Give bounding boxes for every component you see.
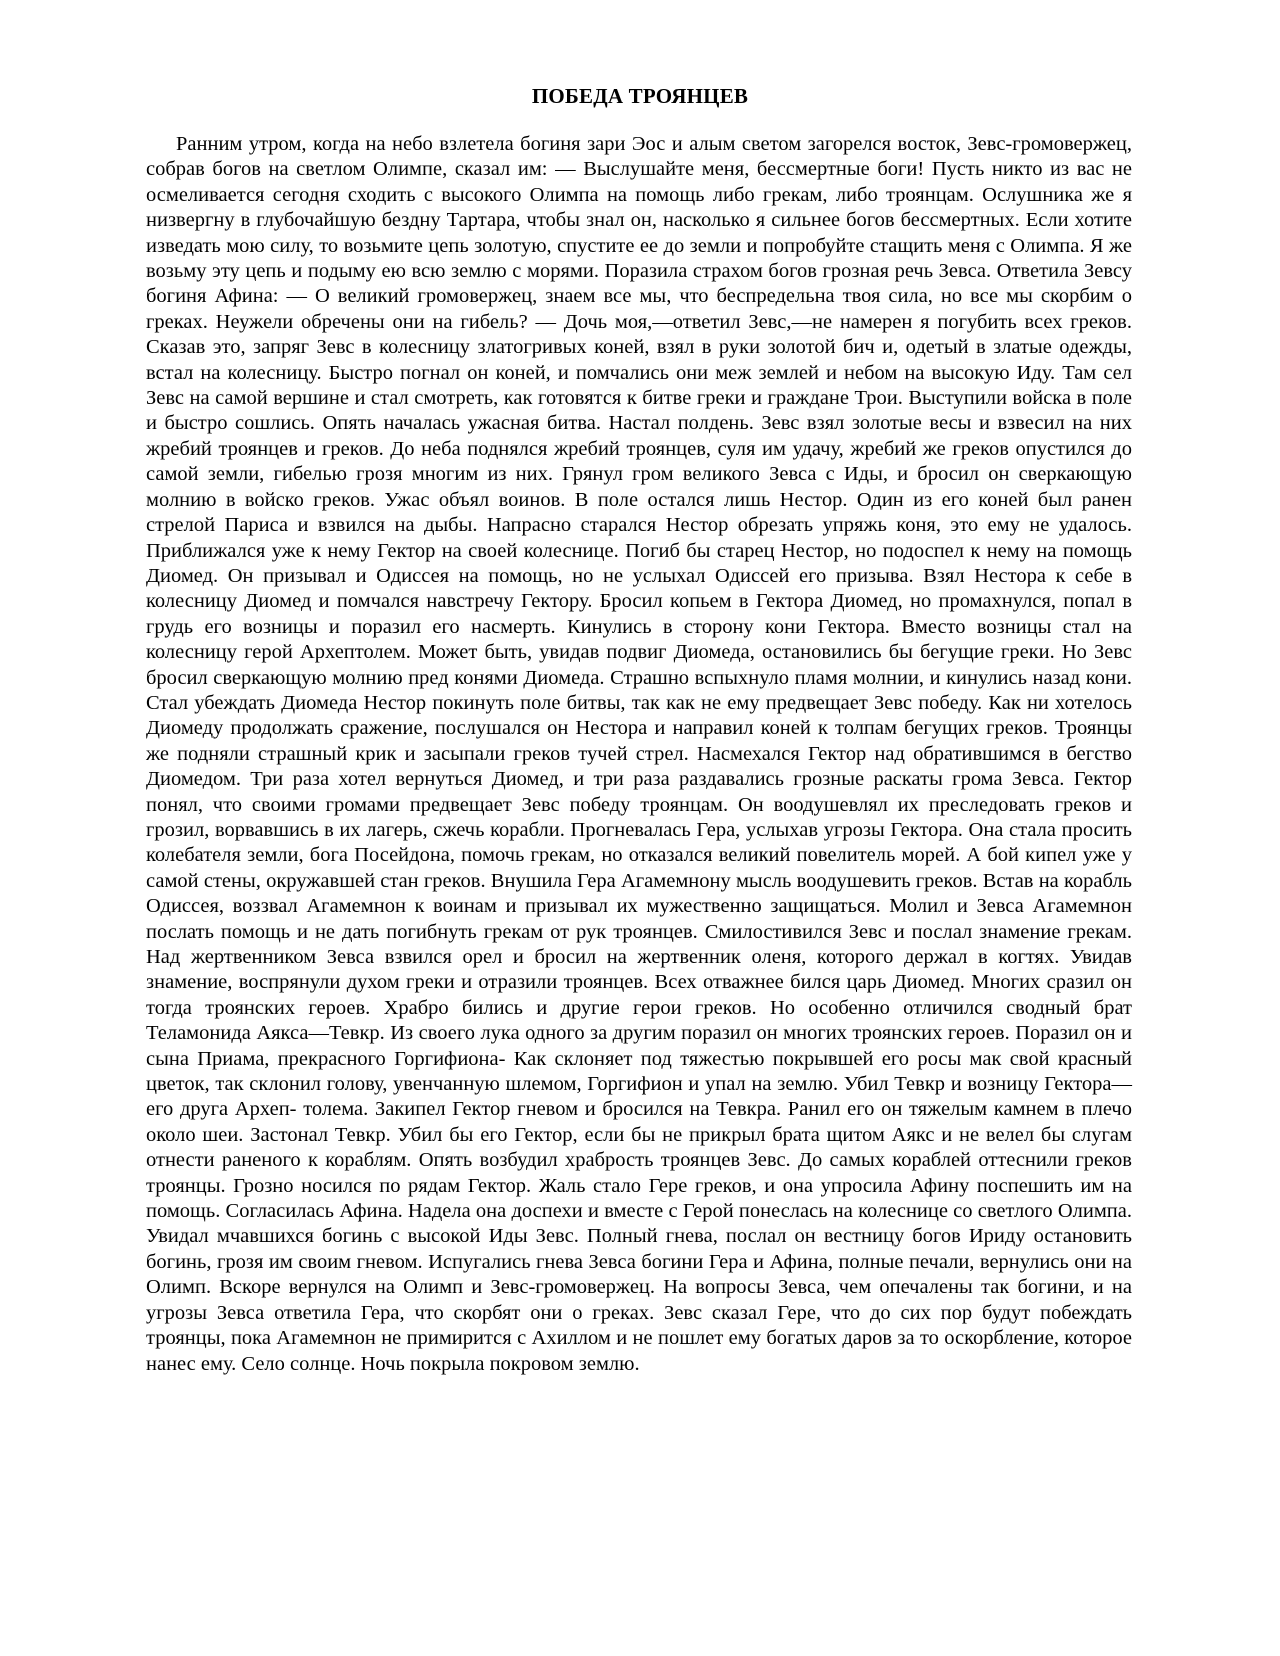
document-body-paragraph: Ранним утром, когда на небо взлетела богиня зари Эос и алым светом загорелся восток, Зевс-громовержец, собрав богов на светлом Олимпе, сказал им: — Выслушайте меня, бессмертные боги! Пусть никто из вас не осмеливается сегодня сходить с высокого Олимпа на помощь либо грекам, либо троянцам. Ослушника же я низвергну в глубочайшую бездну Тартара, чтобы знал он, насколько я сильнее богов бессмертных. Если хотите изведать мою силу, то возьмите цепь золотую, спустите ее до земли и попробуйте стащить меня с Олимпа. Я же возьму эту цепь и подыму ею всю землю с морями. Поразила страхом богов грозная речь Зевса. Ответила Зевсу богиня Афина: — О великий громовержец, знаем все мы, что беспредельна твоя сила, но все мы скорбим о греках. Неужели обречены они на гибель? — Дочь моя,—ответил Зевс,—не намерен я погубить всех греков. Сказав это, запряг Зевс в колесницу златогривых коней, взял в руки золотой бич и, одетый в златые одежды, встал на колесницу. Быстро погнал он коней, и помчались они меж землей и небом на высокую Иду. Там сел Зевс на самой вершине и стал смотреть, как готовятся к битве греки и граждане Трои. Выступили войска в поле и быстро сошлись. Опять началась ужасная битва. Настал полдень. Зевс взял золотые весы и взвесил на них жребий троянцев и греков. До неба поднялся жребий троянцев, суля им удачу, жребий же греков опустился до самой земли, гибелью грозя многим из них. Грянул гром великого Зевса с Иды, и бросил он сверкающую молнию в войско греков. Ужас объял воинов. В поле остался лишь Нестор. Один из его коней был ранен стрелой Париса и взвился на дыбы. Напрасно старался Нестор обрезать упряжь коня, это ему не удалось. Приближался уже к нему Гектор на своей колеснице. Погиб бы старец Нестор, но подоспел к нему на помощь Диомед. Он призывал и Одиссея на помощь, но не услыхал Одиссей его призыва. Взял Нестора к себе в колесницу Диомед и помчался навстречу Гектору. Бросил копьем в Гектора Диомед, но промахнулся, попал в грудь его возницы и поразил его насмерть. Кинулись в сторону кони Гектора. Вместо возницы стал на колесницу герой Архептолем. Может быть, увидав подвиг Диомеда, остановились бы бегущие греки. Но Зевс бросил сверкающую молнию пред конями Диомеда. Страшно вспыхнуло пламя молнии, и кинулись назад кони. Стал убеждать Диомеда Нестор покинуть поле битвы, так как не ему предвещает Зевс победу. Как ни хотелось Диомеду продолжать сражение, послушался он Нестора и направил коней к толпам бегущих греков. Троянцы же подняли страшный крик и засыпали греков тучей стрел. Насмехался Гектор над обратившимся в бегство Диомедом. Три раза хотел вернуться Диомед, и три раза раздавались грозные раскаты грома Зевса. Гектор понял, что своими громами предвещает Зевс победу троянцам. Он воодушевлял их преследовать греков и грозил, ворвавшись в их лагерь, сжечь корабли. Прогневалась Гера, услыхав угрозы Гектора. Она стала просить колебателя земли, бога Посейдона, помочь грекам, но отказался великий повелитель морей. А бой кипел уже у самой стены, окружавшей стан греков. Внушила Гера Агамемнону мысль воодушевить греков. Встав на корабль Одиссея, воззвал Агамемнон к воинам и призывал их мужественно защищаться. Молил и Зевса Агамемнон послать помощь и не дать погибнуть грекам от рук троянцев. Смилостивился Зевс и послал знамение грекам. Над жертвенником Зевса взвился орел и бросил на жертвенник оленя, которого держал в когтях. Увидав знамение, воспрянули духом греки и отразили троянцев. Всех отважнее бился царь Диомед. Многих сразил он тогда троянских героев. Храбро бились и другие герои греков. Но особенно отличился сводный брат Теламонида Аякса—Тевкр. Из своего лука одного за другим поразил он многих троянских героев. Поразил он и сына Приама, прекрасного Горгифиона- Как склоняет под тяжестью покрывшей его росы мак свой красный цветок, так склонил голову, увенчанную шлемом, Горгифион и упал на землю. Убил Тевкр и возницу Гектора—его друга Археп- толема. Закипел Гектор гневом и бросился на Тевкра. Ранил его он тяжелым камнем в плечо около шеи. Застонал Тевкр. Убил бы его Гектор, если бы не прикрыл брата щитом Аякс и не велел бы слугам отнести раненого к кораблям. Опять возбудил храбрость троянцев Зевс. До самых кораблей оттеснили греков троянцы. Грозно носился по рядам Гектор. Жаль стало Гере греков, и она упросила Афину поспешить им на помощь. Согласилась Афина. Надела она доспехи и вместе с Герой понеслась на колеснице со светлого Олимпа. Увидал мчавшихся богинь с высокой Иды Зевс. Полный гнева, послал он вестницу богов Ириду остановить богинь, грозя им своим гневом. Испугались гнева Зевса богини Гера и Афина, полные печали, вернулись они на Олимп. Вскоре вернулся на Олимп и Зевс-громовержец. На вопросы Зевса, чем опечалены так богини, и на угрозы Зевса ответила Гера, что скорбят они о греках. Зевс сказал Гере, что до сих пор будут побеждать троянцы, пока Агамемнон не примирится с Ахиллом и не пошлет ему богатых даров за то оскорбление, которое нанес ему. Село солнце. Ночь покрыла покровом землю. bbox=[146, 133, 1132, 1375]
document-title: ПОБЕДА ТРОЯНЦЕВ bbox=[531, 84, 749, 108]
